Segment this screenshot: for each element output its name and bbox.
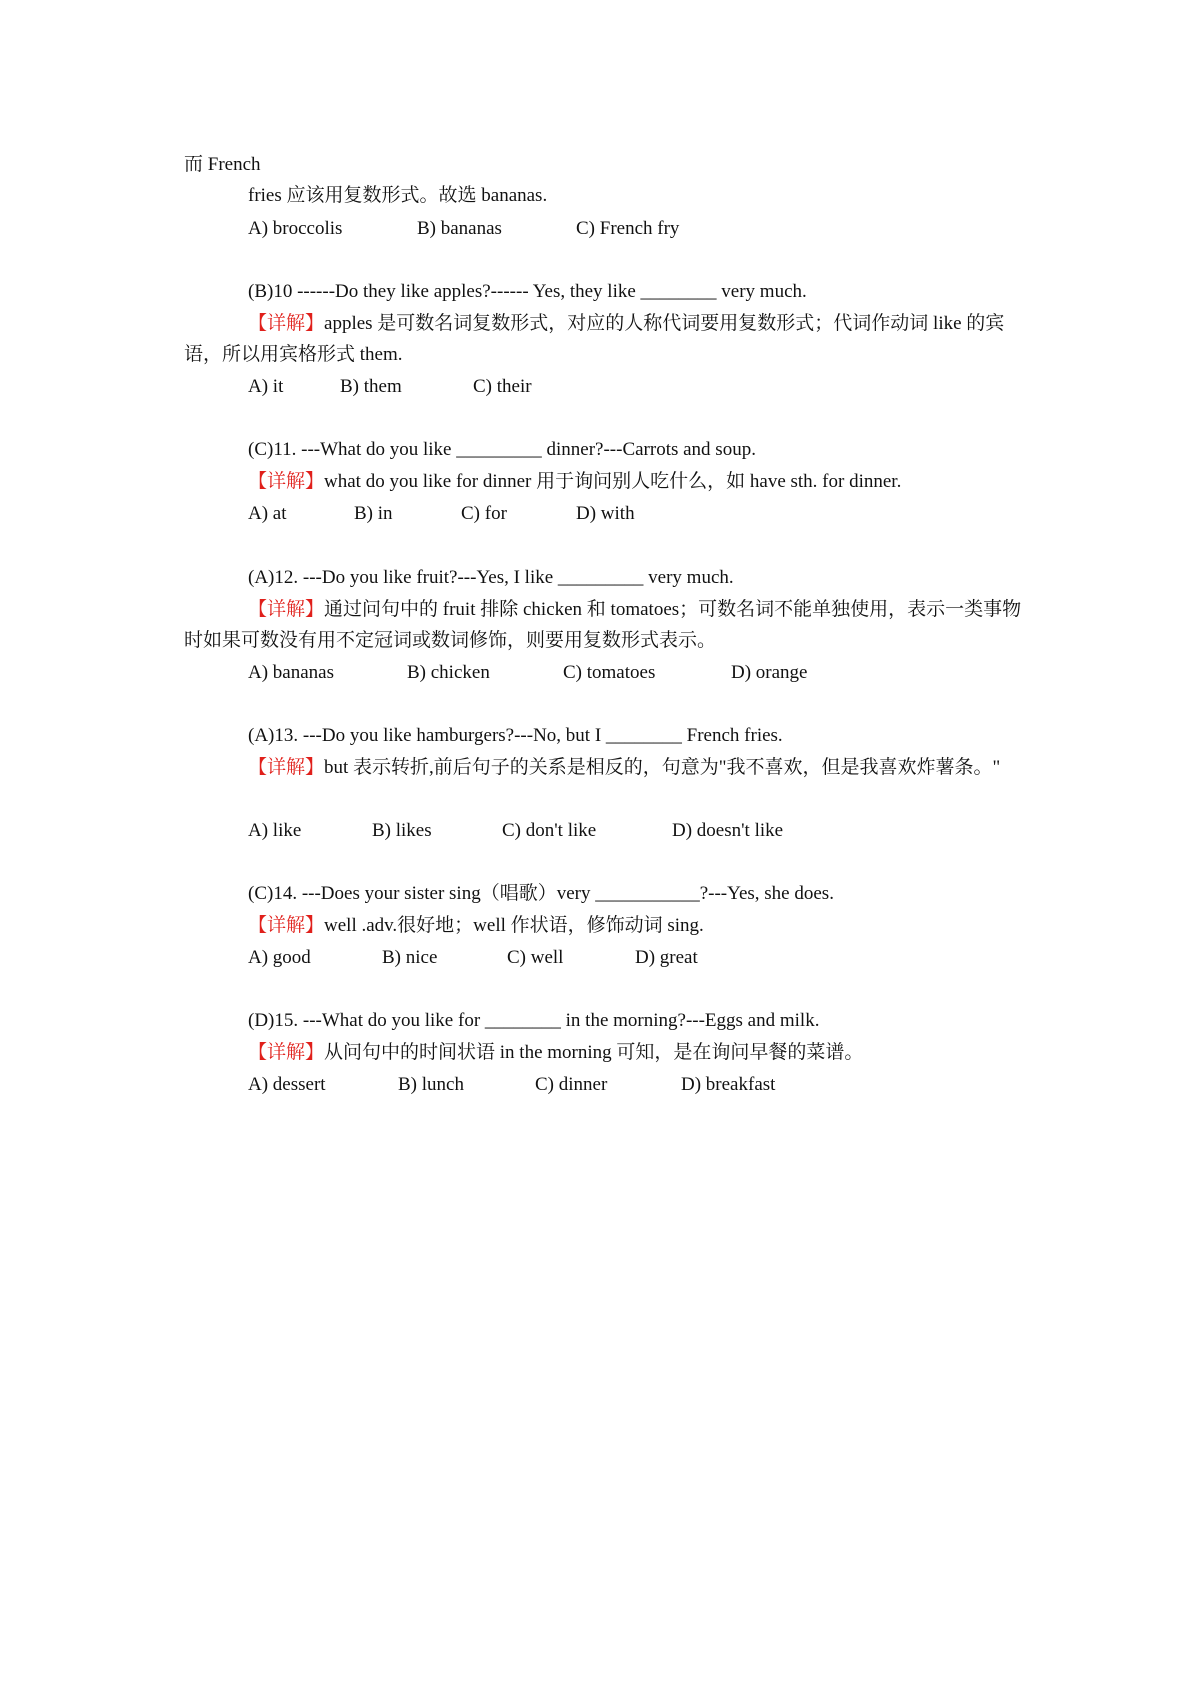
q14-option-b: B) nice: [382, 947, 438, 968]
q12-option-b: B) chicken: [407, 662, 490, 683]
explanation-text: 通过问句中的 fruit 排除 chicken 和 tomatoes；可数名词不能单独使用，表示一类事物时如果可数没有用不定冠词或数词修饰，则要用复数形式表示。: [184, 599, 1022, 651]
explanation-15: [184, 1037, 1028, 1068]
question-15: (D)15. ---What do you like for ________ in the morning?---Eggs and milk.: [248, 1010, 820, 1031]
q14-option-a: A) good: [248, 947, 311, 968]
explanation-12: [184, 594, 1028, 656]
explanation-text: 从问句中的时间状语 in the morning 可知，是在询问早餐的菜谱。: [324, 1042, 864, 1063]
intro-option-a: A) broccolis: [248, 218, 343, 239]
detail-label: 【详解】: [248, 471, 325, 492]
detail-label: 【详解】: [248, 1042, 325, 1063]
explanation-13: [184, 752, 1028, 783]
detail-label: 【详解】: [248, 915, 325, 936]
q10-option-b: B) them: [340, 376, 402, 397]
q13-option-d: D) doesn't like: [672, 820, 784, 841]
explanation-10: [184, 308, 1028, 370]
q11-option-a: A) at: [248, 503, 287, 524]
question-12: (A)12. ---Do you like fruit?---Yes, I like _________ very much.: [248, 567, 734, 588]
explanation-11: [184, 466, 1028, 497]
q11-option-d: D) with: [576, 503, 635, 524]
q12-option-c: C) tomatoes: [563, 662, 656, 683]
q11-option-c: C) for: [461, 503, 507, 524]
q13-option-c: C) don't like: [502, 820, 597, 841]
detail-label: 【详解】: [248, 313, 325, 334]
q12-option-a: A) bananas: [248, 662, 334, 683]
explanation-text: apples 是可数名词复数形式，对应的人称代词要用复数形式；代词作动词 like 的宾语，所以用宾格形式 them.: [184, 313, 1005, 365]
intro-option-c: C) French fry: [576, 218, 680, 239]
q11-option-b: B) in: [354, 503, 393, 524]
intro-line-2: fries 应该用复数形式。故选 bananas.: [248, 185, 548, 206]
q10-option-c: C) their: [473, 376, 532, 397]
q15-option-b: B) lunch: [398, 1074, 464, 1095]
explanation-14: [184, 910, 1028, 941]
q12-option-d: D) orange: [731, 662, 808, 683]
q15-option-a: A) dessert: [248, 1074, 326, 1095]
explanation-text: what do you like for dinner 用于询问别人吃什么，如 have sth. for dinner.: [324, 471, 902, 492]
q14-option-d: D) great: [635, 947, 698, 968]
q13-option-a: A) like: [248, 820, 302, 841]
question-14: (C)14. ---Does your sister sing（唱歌）very ___________?---Yes, she does.: [248, 883, 834, 904]
intro-option-b: B) bananas: [417, 218, 502, 239]
q15-option-c: C) dinner: [535, 1074, 608, 1095]
explanation-text: well .adv.很好地；well 作状语，修饰动词 sing.: [324, 915, 704, 936]
q13-option-b: B) likes: [372, 820, 432, 841]
detail-label: 【详解】: [248, 757, 325, 778]
q10-option-a: A) it: [248, 376, 284, 397]
question-10: (B)10 ------Do they like apples?------ Yes, they like ________ very much.: [248, 281, 807, 302]
question-11: (C)11. ---What do you like _________ dinner?---Carrots and soup.: [248, 439, 756, 460]
detail-label: 【详解】: [248, 599, 325, 620]
q15-option-d: D) breakfast: [681, 1074, 776, 1095]
q14-option-c: C) well: [507, 947, 564, 968]
intro-line-1: 而 French: [184, 154, 261, 175]
question-13: (A)13. ---Do you like hamburgers?---No, but I ________ French fries.: [248, 725, 783, 746]
explanation-text: but 表示转折,前后句子的关系是相反的，句意为"我不喜欢，但是我喜欢炸薯条。": [324, 757, 1001, 778]
